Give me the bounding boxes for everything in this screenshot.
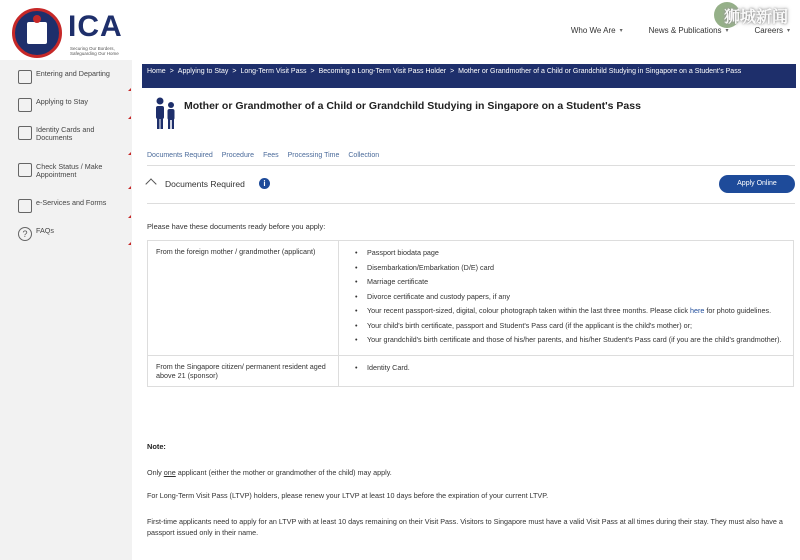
- sidebar-item-entering-departing[interactable]: Entering and Departing: [18, 70, 116, 84]
- logo-tagline: Securing Our Borders, Safeguarding Our Home: [70, 46, 119, 56]
- section-tabs: [147, 152, 388, 159]
- list-item: • Your grandchild's birth certificate and those of his/her parents, and his/her Student's Pass card (if you are the child's grandmother).: [355, 334, 783, 345]
- top-navigation: [545, 26, 790, 35]
- list-item: • Marriage certificate: [355, 276, 783, 287]
- expand-arrow-icon[interactable]: [128, 88, 131, 91]
- sidebar-item-e-services[interactable]: e-Services and Forms: [18, 199, 116, 213]
- list-item: • Your child's birth certificate, passport and Student's Pass card (if the applicant is the child's mother) or;: [355, 320, 783, 331]
- note-paragraph: Only one applicant (either the mother or grandmother of the child) may apply.: [147, 468, 392, 477]
- expand-arrow-icon[interactable]: [128, 152, 131, 155]
- divider: [147, 165, 795, 166]
- mother-child-icon: [152, 96, 178, 130]
- accordion-header[interactable]: [147, 174, 795, 198]
- watermark-text: 狮城新闻: [723, 9, 788, 26]
- intro-text: Please have these documents ready before you apply:: [147, 222, 326, 231]
- table-row: [148, 241, 793, 356]
- chevron-down-icon: ▾: [725, 28, 729, 34]
- expand-arrow-icon[interactable]: [128, 242, 131, 245]
- note-title: Note:: [147, 442, 166, 451]
- sidebar-item-applying-to-stay[interactable]: Applying to Stay: [18, 98, 116, 112]
- monitor-check-icon: [18, 163, 32, 177]
- sidebar: [0, 60, 132, 560]
- breadcrumb-long-term-visit-pass[interactable]: Long-Term Visit Pass: [240, 68, 307, 75]
- chevron-down-icon: ▾: [786, 28, 790, 34]
- expand-arrow-icon[interactable]: [128, 215, 131, 218]
- list-item: • Identity Card.: [355, 362, 783, 373]
- forms-list-icon: [18, 199, 32, 213]
- main-content: [132, 60, 800, 560]
- sidebar-item-check-status[interactable]: Check Status / Make Appointment: [18, 163, 116, 179]
- expand-arrow-icon[interactable]: [128, 116, 131, 119]
- chevron-up-icon[interactable]: [145, 178, 156, 189]
- tab-procedure[interactable]: Procedure: [221, 152, 255, 159]
- breadcrumb-current: Mother or Grandmother of a Child or Grandchild Studying in Singapore on a Student's Pass: [458, 68, 742, 75]
- tab-collection[interactable]: Collection: [348, 152, 380, 159]
- id-card-icon: [18, 126, 32, 140]
- breadcrumb-becoming-ltvp-holder[interactable]: Becoming a Long-Term Visit Pass Holder: [318, 68, 447, 75]
- table-row: [148, 356, 793, 386]
- person-suitcase-icon: [18, 98, 32, 112]
- sidebar-item-faqs[interactable]: ? FAQs: [18, 227, 116, 241]
- walking-person-icon: [18, 70, 32, 84]
- ica-seal-icon: [12, 8, 62, 58]
- chevron-down-icon: ▾: [619, 28, 623, 34]
- breadcrumb-home[interactable]: Home: [147, 68, 166, 75]
- list-item: • Passport biodata page: [355, 247, 783, 258]
- divider: [147, 203, 795, 204]
- page-title: Mother or Grandmother of a Child or Grandchild Studying in Singapore on a Student's Pass: [184, 100, 641, 112]
- expand-arrow-icon[interactable]: [128, 186, 131, 189]
- photo-guidelines-link[interactable]: here: [689, 306, 705, 315]
- nav-careers[interactable]: Careers ▾: [754, 26, 790, 35]
- sidebar-item-identity-cards[interactable]: Identity Cards and Documents: [18, 126, 116, 142]
- sponsor-documents: [339, 356, 793, 386]
- logo-text: ICA: [68, 10, 123, 43]
- applicant-documents: [339, 241, 793, 355]
- accordion-title: Documents Required: [165, 179, 245, 189]
- tab-documents-required[interactable]: Documents Required: [147, 152, 213, 159]
- apply-online-button[interactable]: Apply Online: [719, 175, 795, 193]
- site-header: [0, 0, 800, 60]
- documents-table: [147, 240, 794, 387]
- question-circle-icon: ?: [18, 227, 32, 241]
- ica-logo[interactable]: [10, 6, 130, 56]
- note-paragraph: First-time applicants need to apply for an LTVP with at least 10 days remaining on their Visit Pass. Visitors to Singapore must have a valid Visit Pass at all times during their stay. They must also have a passport issued only in their name.: [147, 517, 783, 537]
- info-icon[interactable]: i: [259, 178, 270, 189]
- note-paragraph: For Long-Term Visit Pass (LTVP) holders, please renew your LTVP at least 10 days before the expiration of your current LTVP.: [147, 491, 549, 500]
- list-item: • Disembarkation/Embarkation (D/E) card: [355, 262, 783, 273]
- tab-processing-time[interactable]: Processing Time: [287, 152, 340, 159]
- nav-who-we-are[interactable]: Who We Are ▾: [570, 26, 623, 35]
- applicant-label: From the foreign mother / grandmother (applicant): [148, 241, 339, 355]
- breadcrumb-applying-to-stay[interactable]: Applying to Stay: [177, 68, 229, 75]
- tab-fees[interactable]: Fees: [263, 152, 279, 159]
- list-item: • Divorce certificate and custody papers, if any: [355, 291, 783, 302]
- breadcrumb: Home > Applying to Stay > Long-Term Visit Pass > Becoming a Long-Term Visit Pass Holder > Mother or Grandmother of a Child or Grandchild Studying in Singapore on a Student's Pass: [142, 64, 796, 88]
- sponsor-label: From the Singapore citizen/ permanent resident aged above 21 (sponsor): [148, 356, 339, 386]
- page-heading: [152, 96, 792, 136]
- nav-news-publications[interactable]: News & Publications ▾: [648, 26, 729, 35]
- list-item: • Your recent passport-sized, digital, colour photograph taken within the last three months. Please click here for photo guidelines.: [355, 305, 783, 316]
